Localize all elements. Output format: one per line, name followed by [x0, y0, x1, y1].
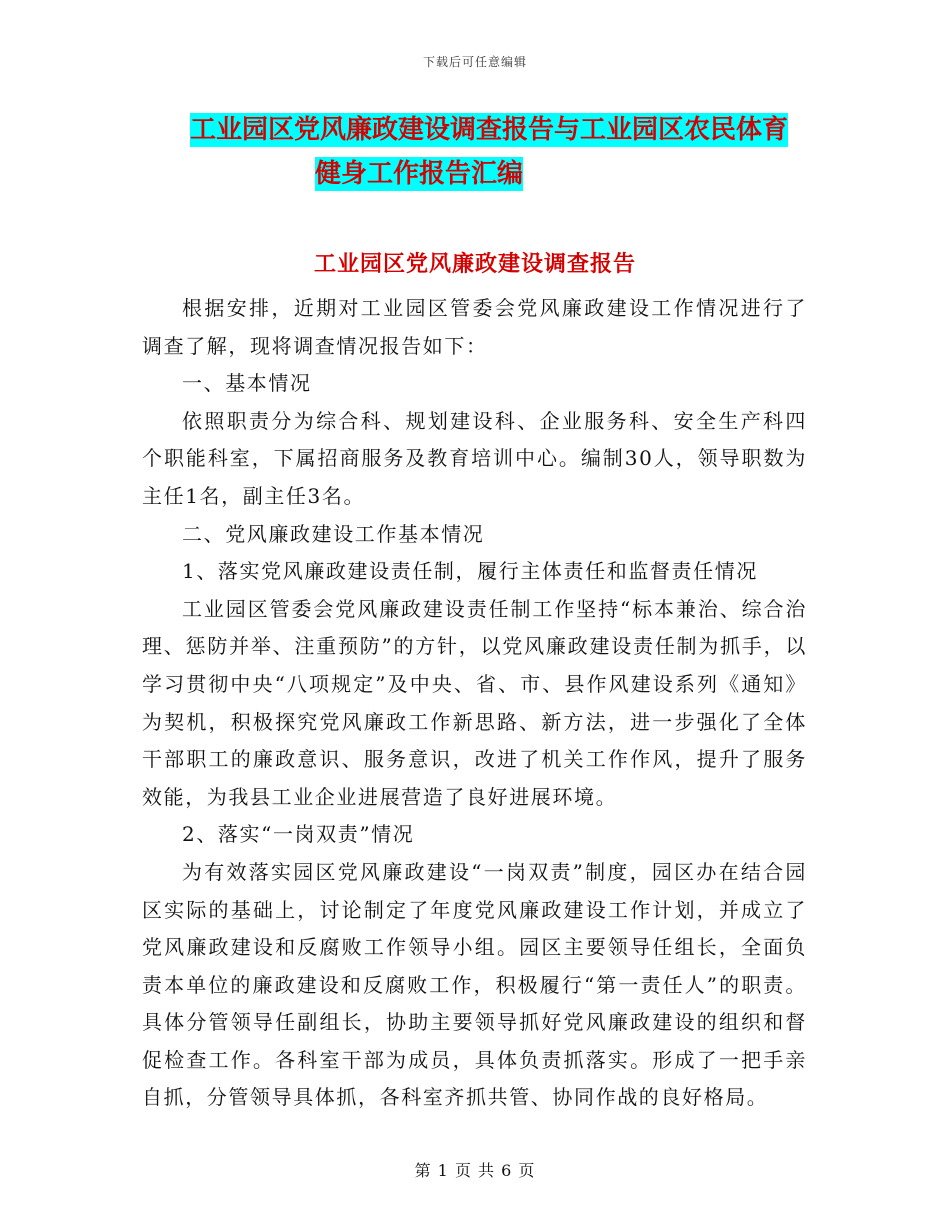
paragraph: 依照职责分为综合科、规划建设科、企业服务科、安全生产科四个职能科室，下属招商服务及教育培训中心。编制30人，领导职数为主任1名，副主任3名。: [142, 408, 807, 508]
page-footer: 第 1 页 共 6 页: [414, 1161, 536, 1180]
paragraph: 2、落实“一岗双责”情况: [182, 822, 415, 847]
paragraph: 根据安排，近期对工业园区管委会党风廉政建设工作情况进行了调查了解，现将调查情况报告如下：: [142, 296, 807, 358]
paragraph: 一、基本情况: [182, 371, 312, 396]
main-title-line-1-text: 工业园区党风廉政建设调查报告与工业园区农民体育: [190, 115, 789, 145]
main-title-line-2: [315, 156, 715, 192]
header-note: 下载后可任意编辑: [422, 55, 527, 69]
main-title-line-2-text: 健身工作报告汇编: [315, 159, 524, 189]
paragraph: 工业园区管委会党风廉政建设责任制工作坚持“标本兼治、综合治理、惩防并举、注重预防”的方针，以党风廉政建设责任制为抓手，以学习贯彻中央“八项规定”及中央、省、市、县作风建设系列《通知》为契机，积极探究党风廉政工作新思路、新方法，进一步强化了全体干部职工的廉政意识、服务意识，改进了机关工作作风，提升了服务效能，为我县工业企业进展营造了良好进展环境。: [142, 596, 807, 809]
section-title: 工业园区党风廉政建设调查报告: [313, 251, 636, 277]
paragraph: 1、落实党风廉政建设责任制，履行主体责任和监督责任情况: [182, 559, 758, 584]
paragraph: 为有效落实园区党风廉政建设“一岗双责”制度，园区办在结合园区实际的基础上，讨论制定了年度党风廉政建设工作计划，并成立了党风廉政建设和反腐败工作领导小组。园区主要领导任组长，全面负责本单位的廉政建设和反腐败工作，积极履行“第一责任人”的职责。具体分管领导任副组长，协助主要领导抓好党风廉政建设的组织和督促检查工作。各科室干部为成员，具体负责抓落实。形成了一把手亲自抓，分管领导具体抓，各科室齐抓共管、协同作战的良好格局。: [142, 859, 807, 1110]
paragraph: 二、党风廉政建设工作基本情况: [182, 521, 485, 546]
body-text: [142, 290, 807, 1117]
main-title-line-1: [190, 112, 810, 148]
